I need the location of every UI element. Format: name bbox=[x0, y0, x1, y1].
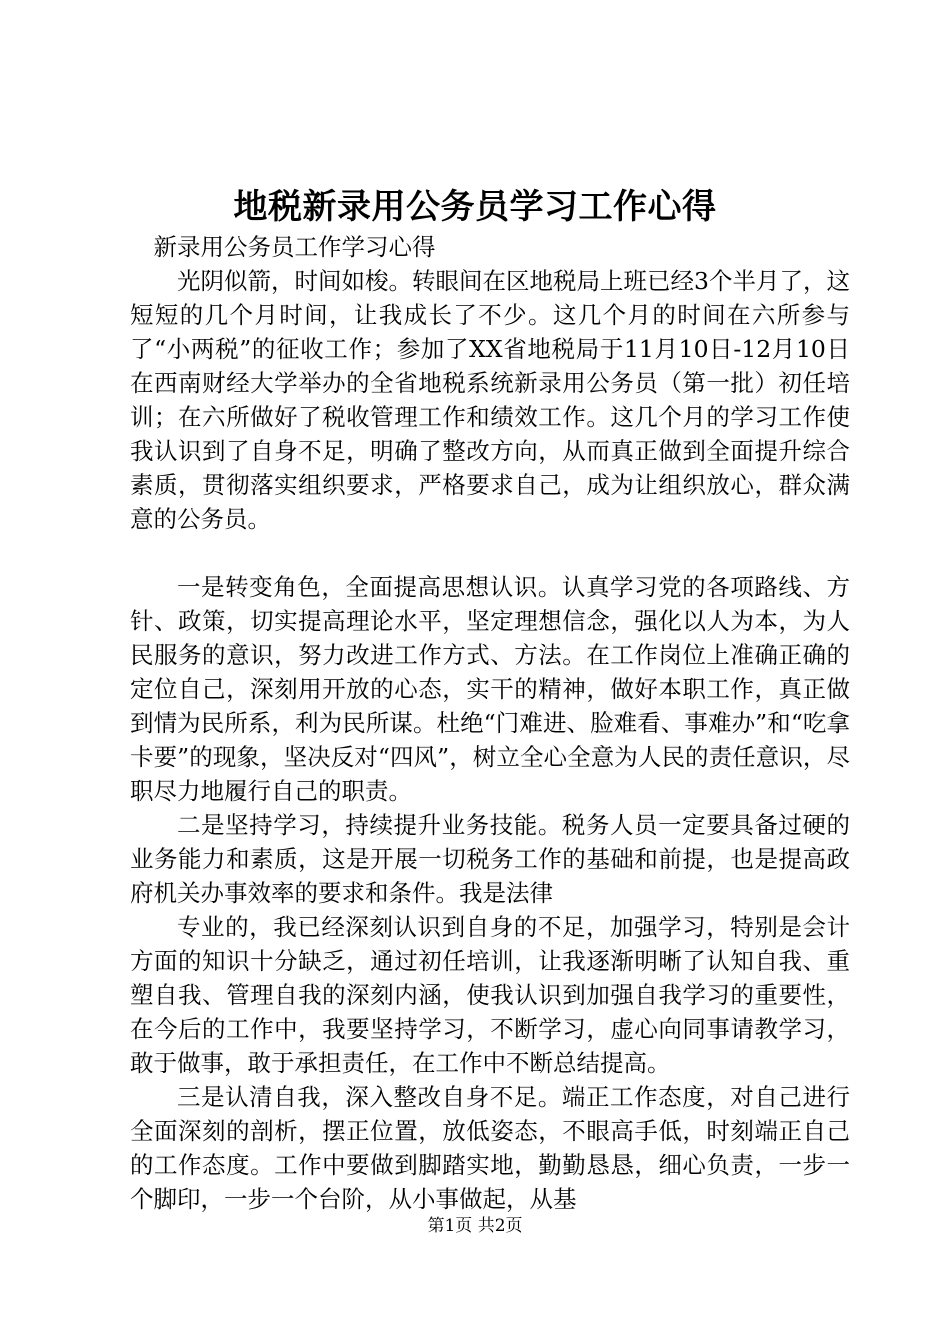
page-number-footer: 第1页 共2页 bbox=[427, 1216, 523, 1236]
document-body bbox=[130, 230, 850, 1216]
paragraph-point-two: 二是坚持学习，持续提升业务技能。税务人员一定要具备过硬的业务能力和素质，这是开展一切税务工作的基础和前提，也是提高政府机关办事效率的要求和条件。我是法律 bbox=[130, 811, 850, 907]
paragraph-point-two-continued: 专业的，我已经深刻认识到自身的不足，加强学习，特别是会计方面的知识十分缺乏，通过初任培训，让我逐渐明晰了认知自我、重塑自我、管理自我的深刻内涵，使我认识到加强自我学习的重要性，在今后的工作中，我要坚持学习，不断学习，虚心向同事请教学习，敢于做事，敢于承担责任，在工作中不断总结提高。 bbox=[130, 913, 850, 1077]
paragraph-spacer bbox=[130, 536, 850, 570]
paragraph-point-three: 三是认清自我，深入整改自身不足。端正工作态度，对自己进行全面深刻的剖析，摆正位置，放低姿态，不眼高手低，时刻端正自己的工作态度。工作中要做到脚踏实地，勤勤恳恳，细心负责，一步一个脚印，一步一个台阶，从小事做起，从基 bbox=[130, 1083, 850, 1213]
paragraph-point-one: 一是转变角色，全面提高思想认识。认真学习党的各项路线、方针、政策，切实提高理论水平，坚定理想信念，强化以人为本，为人民服务的意识，努力改进工作方式、方法。在工作岗位上准确正确的定位自己，深刻用开放的心态，实干的精神，做好本职工作，真正做到情为民所系，利为民所谋。杜绝“门难进、脸难看、事难办”和“吃拿卡要”的现象，坚决反对“四风”，树立全心全意为人民的责任意识，尽职尽力地履行自己的职责。 bbox=[130, 573, 850, 805]
document-title: 地税新录用公务员学习工作心得 bbox=[233, 187, 717, 227]
document-subheading: 新录用公务员工作学习心得 bbox=[153, 233, 436, 261]
paragraph-intro: 光阴似箭，时间如梭。转眼间在区地税局上班已经3个半月了，这短短的几个月时间，让我成长了不少。这几个月的时间在六所参与了“小两税”的征收工作；参加了XX省地税局于11月10日-12月10日在西南财经大学举办的全省地税系统新录用公务员（第一批）初任培训；在六所做好了税收管理工作和绩效工作。这几个月的学习工作使我认识到了自身不足，明确了整改方向，从而真正做到全面提升综合素质，贯彻落实组织要求，严格要求自己，成为让组织放心，群众满意的公务员。 bbox=[130, 267, 850, 533]
